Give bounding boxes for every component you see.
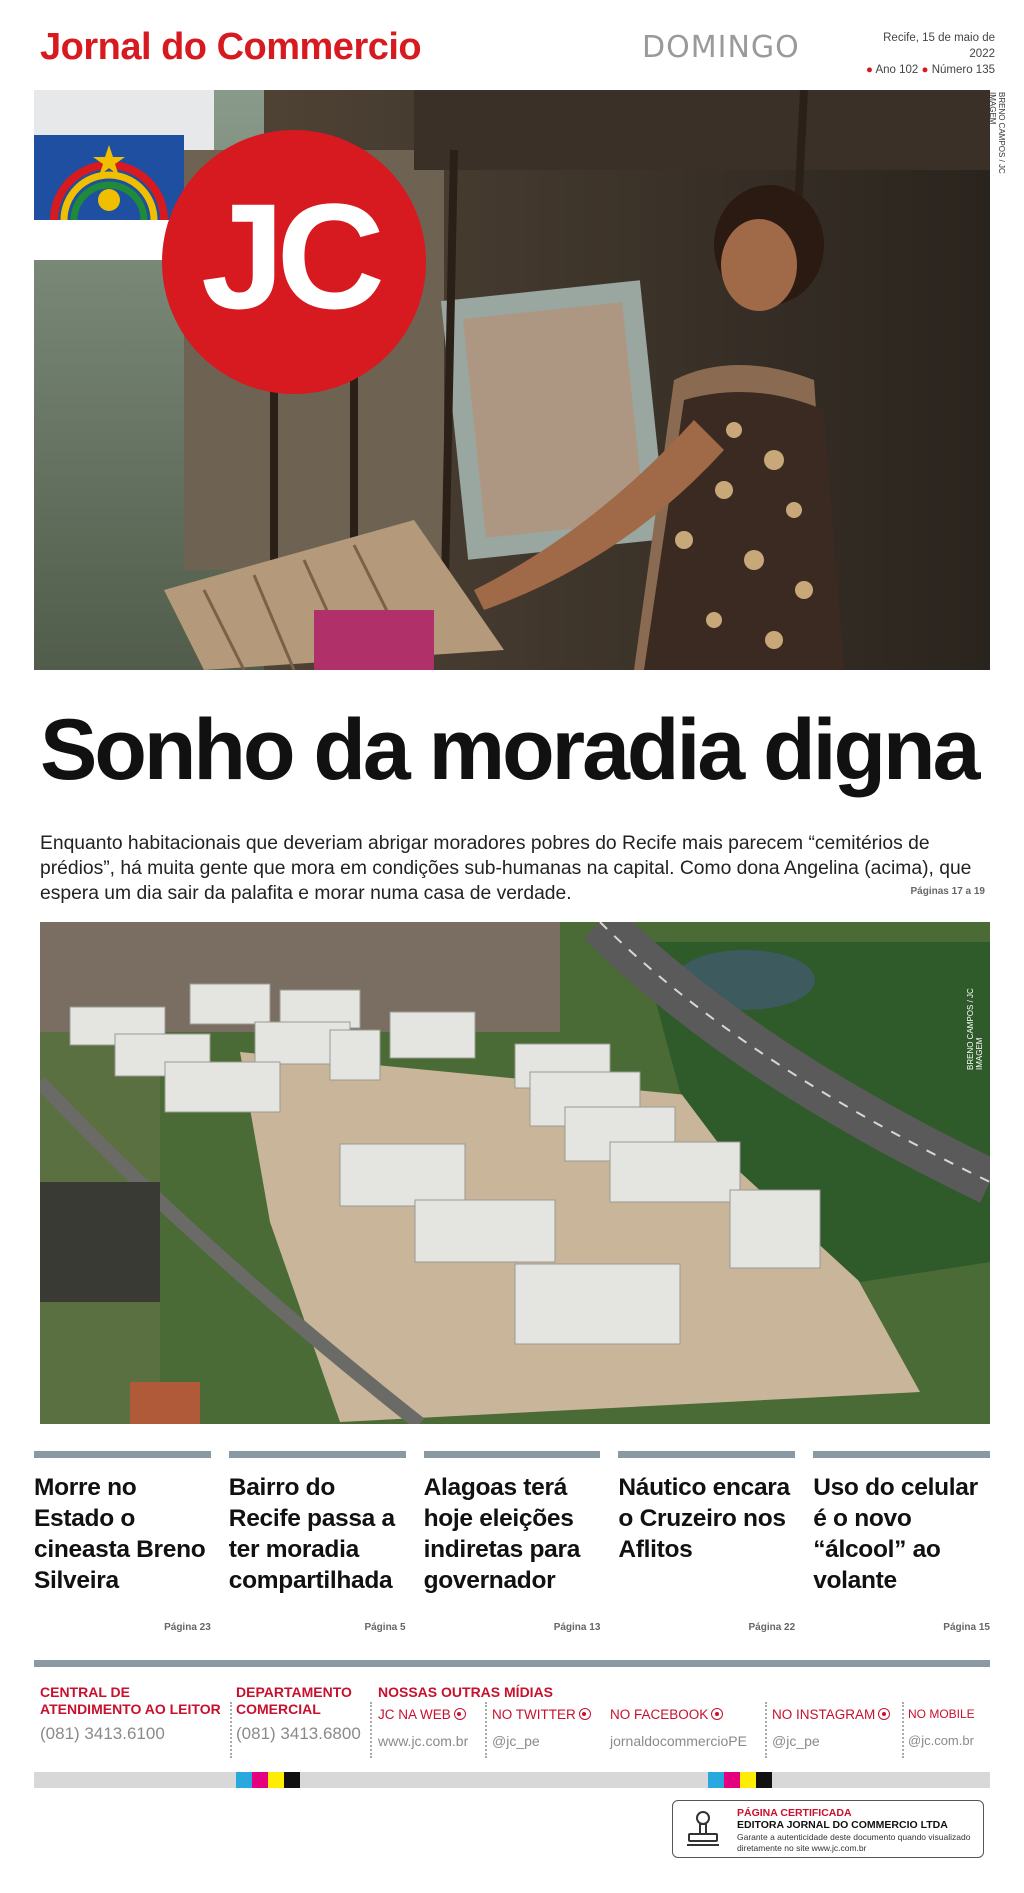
cert-company: EDITORA JORNAL DO COMMERCIO LTDA — [737, 1819, 948, 1831]
teaser-page: Página 23 — [164, 1622, 211, 1633]
teaser-title: Náutico encara o Cruzeiro nos Aflitos — [618, 1474, 790, 1563]
central-title: CENTRAL DE ATENDIMENTO AO LEITOR — [40, 1684, 221, 1717]
footer-separator — [230, 1702, 232, 1758]
aerial-photo-credit: BRENO CAMPOS / JC IMAGEM — [966, 988, 984, 1070]
footer-separator — [485, 1702, 487, 1758]
media-twitter-value[interactable]: @jc_pe — [492, 1733, 540, 1749]
teaser-page: Página 15 — [943, 1622, 990, 1633]
media-facebook-label: NO FACEBOOK — [610, 1707, 709, 1722]
instagram-icon — [878, 1708, 890, 1720]
teaser-title: Uso do celular é o novo “álcool” ao volante — [813, 1474, 978, 1594]
teaser-page: Página 13 — [553, 1622, 601, 1633]
hero-photo — [34, 90, 990, 670]
story-teasers — [34, 1451, 990, 1631]
lead-lede: Enquanto habitacionais que deveriam abrigar moradores pobres do Recife mais parecem “cemitérios de prédios”, há muita gente que mora em condições sub-humanas na capital. Como dona Angelina (acima), que espera um dia sair da palafita e morar numa casa de verdade. — [40, 833, 972, 904]
teaser-page: Página 22 — [748, 1622, 796, 1633]
color-registration-marks — [236, 1772, 300, 1788]
central-phone[interactable]: (081) 3413.6100 — [40, 1724, 165, 1743]
footer-bar — [34, 1772, 990, 1788]
media-facebook[interactable] — [610, 1706, 760, 1749]
edition-year: Ano 102 — [875, 64, 919, 76]
teaser[interactable] — [424, 1451, 601, 1631]
edition-info: ● Ano 102 ● Número 135 — [865, 64, 995, 76]
comercial-title: DEPARTAMENTO COMERCIAL — [236, 1684, 352, 1717]
media-web[interactable] — [378, 1706, 483, 1749]
media-instagram-label: NO INSTAGRAM — [772, 1707, 876, 1722]
stamp-icon — [683, 1809, 723, 1849]
midias-title: NOSSAS OUTRAS MÍDIAS — [378, 1684, 554, 1700]
media-web-label: JC NA WEB — [378, 1707, 451, 1722]
footer-separator — [370, 1702, 372, 1758]
media-facebook-value[interactable]: jornaldocommercioPE — [610, 1733, 747, 1749]
teaser[interactable] — [34, 1451, 211, 1631]
teaser-title: Morre no Estado o cineasta Breno Silveira — [34, 1474, 206, 1594]
teaser[interactable] — [618, 1451, 795, 1631]
teaser-title: Bairro do Recife passa a ter moradia compartilhada — [228, 1474, 395, 1594]
footer-separator — [765, 1702, 767, 1758]
jc-logo-text: JC — [201, 172, 377, 340]
media-mobile-value[interactable]: @jc.com.br — [908, 1733, 974, 1748]
teaser[interactable] — [229, 1451, 406, 1631]
aerial-photo — [40, 922, 990, 1424]
media-instagram[interactable] — [772, 1706, 902, 1749]
footer-separator — [902, 1702, 904, 1758]
color-registration-marks — [708, 1772, 772, 1788]
media-mobile[interactable] — [908, 1706, 990, 1748]
edition-number: Número 135 — [931, 64, 995, 76]
teaser[interactable] — [813, 1451, 990, 1631]
lead-page-reference: Páginas 17 a 19 — [910, 886, 985, 897]
media-twitter[interactable] — [492, 1706, 607, 1749]
web-icon — [454, 1708, 466, 1720]
certified-page-box — [672, 1800, 984, 1858]
central-atendimento — [40, 1684, 230, 1744]
media-mobile-label: NO MOBILE — [908, 1707, 975, 1721]
outras-midias-title — [378, 1684, 598, 1701]
weekday: DOMINGO — [642, 30, 800, 65]
hero-photo-credit: BRENO CAMPOS / JC IMAGEM — [988, 92, 1006, 174]
teaser-page: Página 5 — [364, 1622, 406, 1633]
comercial-phone[interactable]: (081) 3413.6800 — [236, 1724, 361, 1743]
cert-text: Garante a autenticidade deste documento quando visualizado diretamente no site www.jc.com.br — [737, 1832, 971, 1853]
dateline — [860, 30, 995, 78]
media-twitter-label: NO TWITTER — [492, 1707, 576, 1722]
teaser-title: Alagoas terá hoje eleições indiretas para governador — [423, 1474, 581, 1594]
facebook-icon — [711, 1708, 723, 1720]
masthead: Jornal do Commercio — [40, 26, 422, 68]
date: Recife, 15 de maio de 2022 — [883, 32, 995, 60]
cert-title: PÁGINA CERTIFICADA — [737, 1807, 852, 1819]
media-web-value[interactable]: www.jc.com.br — [378, 1733, 469, 1749]
lead-headline: Sonho da moradia digna — [40, 702, 978, 798]
media-instagram-value[interactable]: @jc_pe — [772, 1733, 820, 1749]
footer-rule — [34, 1660, 990, 1667]
twitter-icon — [579, 1708, 591, 1720]
departamento-comercial — [236, 1684, 366, 1744]
